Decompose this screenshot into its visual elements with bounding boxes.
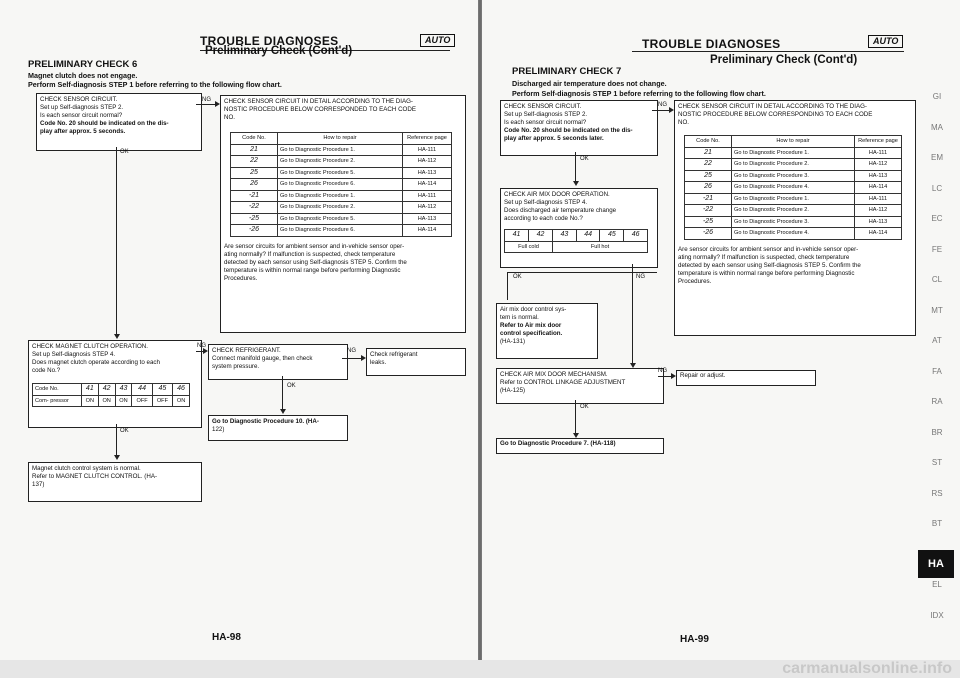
box-line: Set up Self-diagnosis STEP 2. <box>40 104 124 111</box>
col-header: Reference page <box>403 133 452 145</box>
section-tab[interactable]: CL <box>931 275 943 284</box>
ok-label: OK <box>287 383 296 389</box>
code-cell: 43 <box>115 384 132 396</box>
code-cell: 43 <box>552 230 576 242</box>
section-tab[interactable]: MA <box>931 122 943 132</box>
detail-check-box <box>674 100 916 336</box>
box-line: Set up Self-diagnosis STEP 2. <box>504 111 588 118</box>
box-line: according to each code No.? <box>504 215 583 222</box>
symptom: Discharged air temperature does not change. <box>512 79 667 88</box>
table-row <box>685 170 902 182</box>
code-cell: 44 <box>576 230 600 242</box>
col-header: How to repair <box>732 136 855 148</box>
table-cell: Go to Diagnostic Procedure 4. <box>732 182 855 194</box>
section-tab[interactable]: HA <box>918 550 954 578</box>
repair-box <box>676 370 816 386</box>
table-row <box>231 156 452 168</box>
ng-label: NG <box>202 97 211 103</box>
col-header: How to repair <box>278 133 403 145</box>
table-cell: 25 <box>231 167 278 179</box>
box-line: Set up Self-diagnosis STEP 4. <box>32 351 116 358</box>
note-line: Procedures. <box>678 277 712 285</box>
table-row <box>685 205 902 217</box>
box-line: play after approx. 5 seconds. <box>40 128 126 135</box>
section-tab[interactable]: RS <box>931 488 943 498</box>
table-cell: HA-114 <box>855 182 902 194</box>
table-row <box>685 182 902 194</box>
refrigerant-check-box <box>208 344 348 380</box>
box-line: CHECK SENSOR CIRCUIT IN DETAIL ACCORDING TO THE DIAG- <box>224 98 413 105</box>
diag-procedure-box <box>208 415 348 441</box>
table-cell: Go to Diagnostic Procedure 2. <box>278 156 403 168</box>
table-cell: HA-113 <box>403 167 452 179</box>
ok-label: OK <box>580 404 589 410</box>
col-header: Code No. <box>685 136 732 148</box>
page-header-subtitle: Preliminary Check (Cont'd) <box>205 45 353 57</box>
section-tab[interactable]: AT <box>932 336 942 345</box>
box-line: Is each sensor circuit normal? <box>40 112 123 119</box>
section-tab[interactable]: ST <box>931 458 943 467</box>
note-line: ating normally? If malfunction is suspected, check temperature <box>224 250 396 258</box>
check-title: PRELIMINARY CHECK 7 <box>512 66 622 77</box>
section-tab[interactable]: IDX <box>930 610 944 620</box>
table-cell: HA-114 <box>403 225 452 237</box>
compressor-table <box>32 383 190 407</box>
note-line: temperature is within normal range before performing Diagnostic <box>224 266 401 274</box>
table-row <box>685 159 902 171</box>
table-cell: HA-114 <box>403 179 452 191</box>
table-cell: HA-111 <box>855 193 902 205</box>
ng-label: NG <box>658 102 667 108</box>
note-line: Procedures. <box>224 274 258 282</box>
table-cell: HA-112 <box>855 159 902 171</box>
table-cell: Go to Diagnostic Procedure 5. <box>278 213 403 225</box>
ng-label: NG <box>197 343 206 349</box>
table-row <box>685 147 902 159</box>
table-cell: HA-112 <box>403 202 452 214</box>
code-cell: 42 <box>98 384 115 396</box>
table-cell: Go to Diagnostic Procedure 1. <box>732 193 855 205</box>
code-label: Code No. <box>33 384 82 396</box>
box-line: (HA-125) <box>500 387 526 394</box>
table-cell: 25 <box>685 170 732 182</box>
compressor-state: ON <box>98 395 115 407</box>
table-cell: Go to Diagnostic Procedure 1. <box>732 147 855 159</box>
box-line: leaks. <box>370 359 387 366</box>
table-cell: HA-112 <box>403 156 452 168</box>
table-cell: -22 <box>231 202 278 214</box>
code-cell: 41 <box>505 230 529 242</box>
box-line: Does discharged air temperature change <box>504 207 617 214</box>
code-cell: 45 <box>600 230 624 242</box>
box-line: code No.? <box>32 367 61 374</box>
section-tab[interactable]: BT <box>931 519 943 528</box>
table-cell: -25 <box>685 216 732 228</box>
note-line: Are sensor circuits for ambient sensor and in-vehicle sensor oper- <box>224 242 405 250</box>
note-line: detected by each sensor using Self-diagnosis STEP 5. Confirm the <box>678 261 861 269</box>
table-cell: 22 <box>231 156 278 168</box>
table-cell: 21 <box>231 144 278 156</box>
section-tab[interactable]: MT <box>931 305 943 315</box>
ok-label: OK <box>120 428 129 434</box>
full-cold-label: Full cold <box>505 241 553 253</box>
auto-badge: AUTO <box>420 34 455 47</box>
box-line: Does magnet clutch operate according to each <box>32 359 160 366</box>
table-row <box>685 228 902 240</box>
ng-label: NG <box>658 368 667 374</box>
box-line: NOSTIC PROCEDURE BELOW CORRESPONDING TO EACH CODE <box>678 111 873 118</box>
table-cell: HA-111 <box>855 147 902 159</box>
table-row <box>231 167 452 179</box>
box-line: CHECK SENSOR CIRCUIT. <box>504 103 582 110</box>
sensor-circuit-check-box <box>36 93 202 151</box>
detail-check-box <box>220 95 466 333</box>
ng-label: NG <box>636 274 645 280</box>
ok-label: OK <box>513 274 522 280</box>
page-right <box>482 0 960 678</box>
air-mix-door-check-box <box>500 188 658 268</box>
code-cell: 46 <box>173 384 190 396</box>
note-line: detected by each sensor using Self-diagnosis STEP 5. Confirm the <box>224 258 407 266</box>
magnet-clutch-check-box <box>28 340 202 428</box>
code-cell: 42 <box>528 230 552 242</box>
air-mix-mechanism-box <box>496 368 664 404</box>
code-cell: 44 <box>132 384 152 396</box>
note-line: temperature is within normal range before performing Diagnostic <box>678 269 855 277</box>
compressor-state: ON <box>173 395 190 407</box>
table-cell: HA-114 <box>855 228 902 240</box>
table-cell: Go to Diagnostic Procedure 3. <box>732 170 855 182</box>
code-cell: 41 <box>81 384 98 396</box>
table-cell: -26 <box>231 225 278 237</box>
box-line: Air mix door control sys- <box>500 306 567 313</box>
table-cell: Go to Diagnostic Procedure 1. <box>278 190 403 202</box>
table-cell: Go to Diagnostic Procedure 2. <box>732 159 855 171</box>
code-table <box>684 135 902 240</box>
section-tab[interactable]: BR <box>931 427 943 437</box>
sensor-circuit-check-box <box>500 100 658 156</box>
box-line: CHECK SENSOR CIRCUIT. <box>40 96 118 103</box>
col-header: Reference page <box>855 136 902 148</box>
table-cell: HA-113 <box>403 213 452 225</box>
table-cell: HA-111 <box>403 144 452 156</box>
page-left <box>0 0 478 678</box>
box-line: play after approx. 5 seconds later. <box>504 135 604 142</box>
code-table <box>230 132 452 237</box>
table-cell: HA-113 <box>855 170 902 182</box>
note-line: ating normally? If malfunction is suspected, check temperature <box>678 253 850 261</box>
box-line: CHECK REFRIGERANT. <box>212 347 281 354</box>
box-line: CHECK AIR MIX DOOR MECHANISM. <box>500 371 608 378</box>
compressor-state: OFF <box>132 395 152 407</box>
watermark: carmanualsonline.info <box>782 660 952 677</box>
table-cell: Go to Diagnostic Procedure 2. <box>278 202 403 214</box>
col-header: Code No. <box>231 133 278 145</box>
table-cell: Go to Diagnostic Procedure 2. <box>732 205 855 217</box>
box-line: Refer to Air mix door <box>500 322 562 329</box>
ok-label: OK <box>580 156 589 162</box>
box-line: 137) <box>32 481 45 488</box>
box-line: NO. <box>678 119 690 126</box>
box-line: CHECK MAGNET CLUTCH OPERATION. <box>32 343 148 350</box>
table-cell: 26 <box>685 182 732 194</box>
box-line: Refer to CONTROL LINKAGE ADJUSTMENT <box>500 379 626 386</box>
table-cell: HA-112 <box>855 205 902 217</box>
box-line: CHECK AIR MIX DOOR OPERATION. <box>504 191 610 198</box>
table-cell: HA-113 <box>855 216 902 228</box>
table-cell: 22 <box>685 159 732 171</box>
ng-label: NG <box>347 348 356 354</box>
box-line: Set up Self-diagnosis STEP 4. <box>504 199 588 206</box>
box-line: Magnet clutch control system is normal. <box>32 465 141 472</box>
table-cell: Go to Diagnostic Procedure 1. <box>278 144 403 156</box>
table-cell: -21 <box>231 190 278 202</box>
table-cell: HA-111 <box>403 190 452 202</box>
compressor-label: Com- pressor <box>33 395 82 407</box>
auto-badge: AUTO <box>868 35 903 48</box>
box-line: NO. <box>224 114 236 121</box>
table-cell: -22 <box>685 205 732 217</box>
clutch-normal-box <box>28 462 202 502</box>
table-row <box>231 190 452 202</box>
box-line: tem is normal. <box>500 314 539 321</box>
box-line: Check refrigerant <box>370 351 418 358</box>
box-line: Go to Diagnostic Procedure 10. (HA- <box>212 418 319 425</box>
box-line: Code No. 20 should be indicated on the dis- <box>40 120 169 127</box>
compressor-state: ON <box>81 395 98 407</box>
box-line: system pressure. <box>212 363 260 370</box>
table-cell: 21 <box>685 147 732 159</box>
table-cell: Go to Diagnostic Procedure 3. <box>732 216 855 228</box>
temp-code-table <box>504 229 648 253</box>
box-line: Go to Diagnostic Procedure 7. (HA-118) <box>500 440 616 447</box>
diag-procedure-box <box>496 438 664 454</box>
footer-bar <box>0 660 960 678</box>
code-cell: 45 <box>152 384 172 396</box>
box-line: (HA-131) <box>500 338 526 345</box>
refrigerant-leaks-box <box>366 348 466 376</box>
box-line: Connect manifold gauge, then check <box>212 355 313 362</box>
page-header-title: TROUBLE DIAGNOSES <box>642 37 781 51</box>
instruction: Perform Self-diagnosis STEP 1 before referring to the following flow chart. <box>28 80 282 89</box>
table-row <box>685 216 902 228</box>
air-mix-normal-box <box>496 303 598 359</box>
box-line: Code No. 20 should be indicated on the dis- <box>504 127 633 134</box>
table-cell: Go to Diagnostic Procedure 6. <box>278 225 403 237</box>
section-tab[interactable]: EM <box>931 153 943 162</box>
check-title: PRELIMINARY CHECK 6 <box>28 59 138 70</box>
table-row <box>231 144 452 156</box>
section-tab[interactable]: EL <box>932 580 942 589</box>
section-tab[interactable]: FE <box>931 244 943 254</box>
box-line: Refer to MAGNET CLUTCH CONTROL. (HA- <box>32 473 158 480</box>
table-cell: -21 <box>685 193 732 205</box>
instruction: Perform Self-diagnosis STEP 1 before referring to the following flow chart. <box>512 89 766 98</box>
box-line: 122) <box>212 426 225 433</box>
code-cell: 46 <box>624 230 648 242</box>
full-hot-label: Full hot <box>552 241 647 253</box>
box-line: NOSTIC PROCEDURE BELOW CORRESPONDED TO EACH CODE <box>224 106 416 113</box>
box-line: Repair or adjust. <box>680 372 726 379</box>
table-row <box>231 225 452 237</box>
table-row <box>231 213 452 225</box>
table-cell: Go to Diagnostic Procedure 4. <box>732 228 855 240</box>
page-header-title: TROUBLE DIAGNOSES <box>200 34 339 48</box>
compressor-state: OFF <box>152 395 172 407</box>
ok-label: OK <box>120 149 129 155</box>
table-cell: 26 <box>231 179 278 191</box>
section-tab[interactable]: EC <box>931 214 943 223</box>
table-cell: Go to Diagnostic Procedure 6. <box>278 179 403 191</box>
table-cell: -26 <box>685 228 732 240</box>
section-tab[interactable]: FA <box>932 366 942 376</box>
section-tab[interactable]: LC <box>931 183 943 193</box>
table-row <box>231 179 452 191</box>
note-line: Are sensor circuits for ambient sensor and in-vehicle sensor oper- <box>678 245 859 253</box>
box-line: CHECK SENSOR CIRCUIT IN DETAIL ACCORDING TO THE DIAG- <box>678 103 867 110</box>
page-number: HA-98 <box>212 632 241 643</box>
section-tab[interactable]: GI <box>932 92 942 101</box>
page-header-subtitle: Preliminary Check (Cont'd) <box>710 54 858 66</box>
page-number: HA-99 <box>680 634 709 645</box>
box-line: control specification. <box>500 330 563 337</box>
table-cell: -25 <box>231 213 278 225</box>
compressor-state: ON <box>115 395 132 407</box>
section-tab[interactable]: RA <box>931 397 943 406</box>
box-line: Is each sensor circuit normal? <box>504 119 587 126</box>
table-row <box>685 193 902 205</box>
table-cell: Go to Diagnostic Procedure 5. <box>278 167 403 179</box>
table-row <box>231 202 452 214</box>
symptom: Magnet clutch does not engage. <box>28 71 138 80</box>
